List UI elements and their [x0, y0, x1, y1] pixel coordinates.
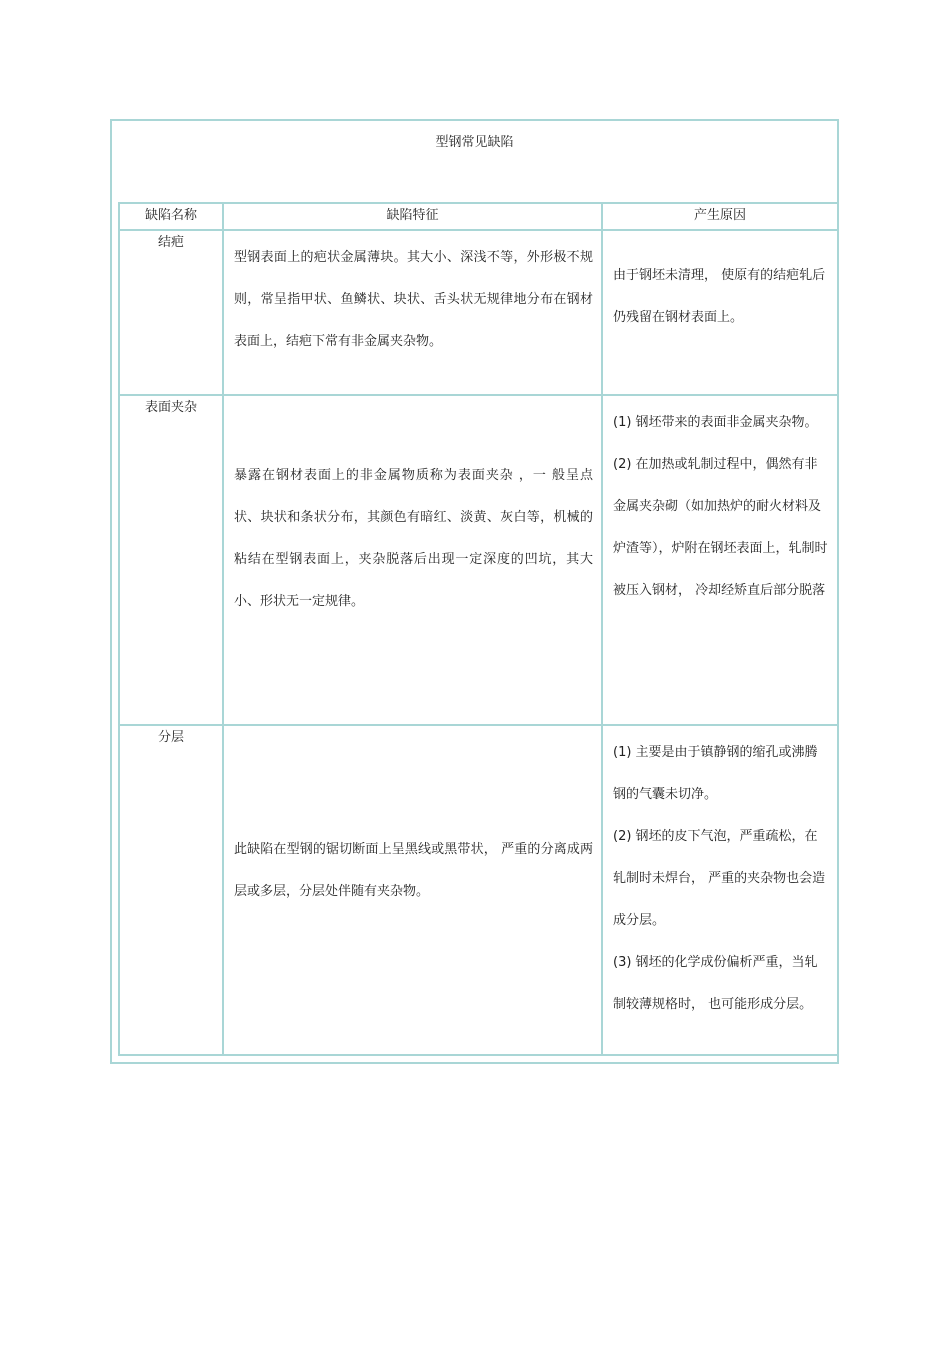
page-title: 型钢常见缺陷 — [435, 135, 514, 150]
defect-name: 表面夹杂 — [119, 395, 223, 725]
header-cause: 产生原因 — [602, 203, 838, 230]
defect-feature: 暴露在钢材表面上的非金属物质称为表面夹杂 ，一 般呈点状、块状和条状分布，其颜色有暗红、淡黄、灰白等，机械的粘结在型钢表面上，夹杂脱落后出现一定深度的凹坑，其大小、形状无一定规律。 — [234, 468, 593, 609]
defect-name: 结疤 — [119, 230, 223, 395]
cause-item: (1) 主要是由于镇静钢的缩孔或沸腾钢的气囊未切净。 — [613, 745, 818, 802]
cause-item: (1) 钢坯带来的表面非金属夹杂物。 — [613, 415, 818, 430]
table-row — [119, 230, 838, 395]
defect-cause-cell — [602, 395, 838, 725]
table-header-row — [119, 203, 838, 230]
defect-feature: 型钢表面上的疤状金属薄块。其大小、深浅不等，外形极不规则，常呈指甲状、鱼鳞状、块状、舌头状无规律地分布在钢材表面上，结疤下常有非金属夹杂物。 — [234, 250, 593, 349]
defect-name: 分层 — [119, 725, 223, 1055]
defect-cause-cell — [602, 725, 838, 1055]
cause-item: (3) 钢坯的化学成份偏析严重，当轧制较薄规格时， 也可能形成分层。 — [613, 955, 818, 1012]
header-feature: 缺陷特征 — [223, 203, 602, 230]
header-name: 缺陷名称 — [119, 203, 223, 230]
table-row — [119, 725, 838, 1055]
defect-table — [118, 202, 839, 1056]
cause-item: (2) 在加热或轧制过程中，偶然有非金属夹杂砌（如加热炉的耐火材料及炉渣等），炉附在钢坯表面上，轧制时被压入钢材， 冷却经矫直后部分脱落 — [613, 457, 828, 598]
cause-item: (2) 钢坯的皮下气泡，严重疏松，在轧制时未焊台， 严重的夹杂物也会造成分层。 — [613, 829, 826, 928]
table-row — [119, 395, 838, 725]
defect-feature-cell — [223, 725, 602, 1055]
defect-feature-cell — [223, 230, 602, 395]
title-box — [110, 119, 839, 204]
defect-feature: 此缺陷在型钢的锯切断面上呈黑线或黑带状， 严重的分离成两层或多层，分层处伴随有夹杂物。 — [234, 842, 593, 899]
defect-feature-cell — [223, 395, 602, 725]
defect-cause-cell — [602, 230, 838, 395]
cause-item: 由于钢坯未清理， 使原有的结疤轧后仍残留在钢材表面上。 — [613, 268, 826, 325]
